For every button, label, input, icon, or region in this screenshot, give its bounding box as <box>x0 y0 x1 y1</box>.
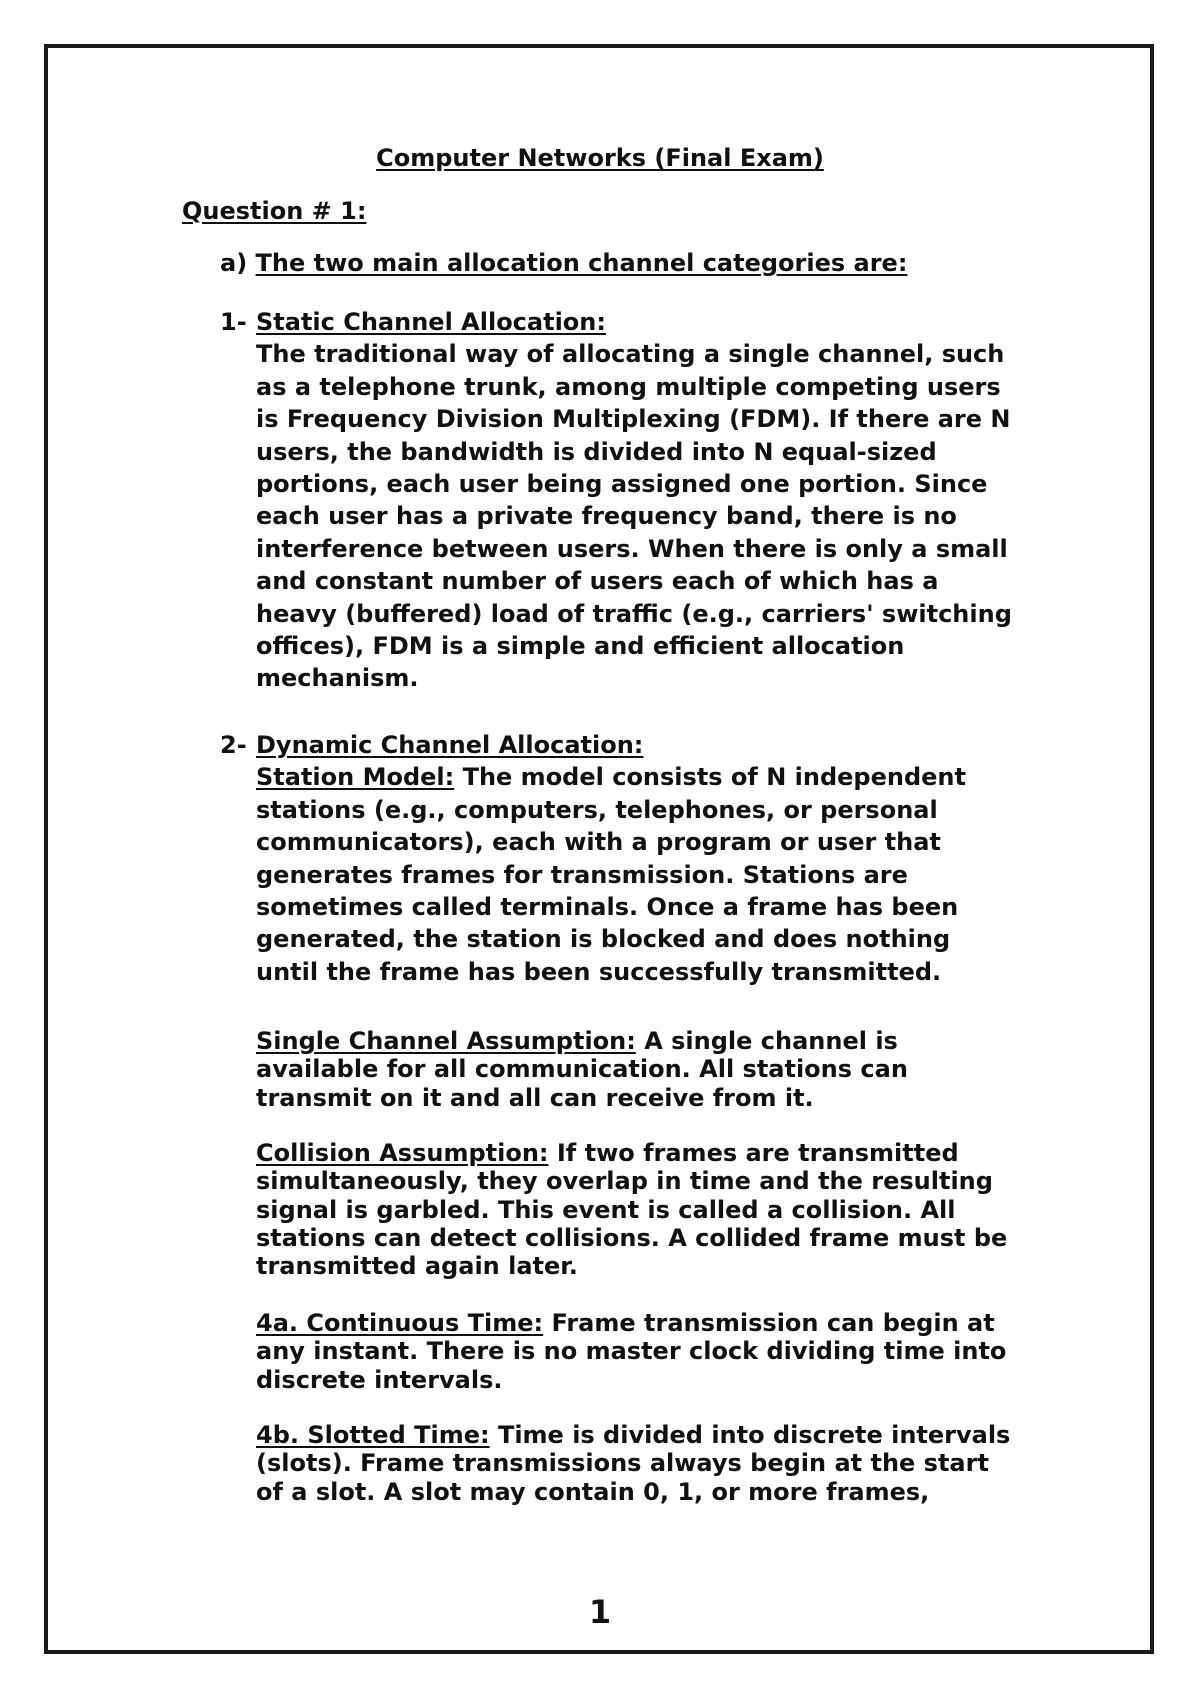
collision-line: stations can detect collisions. A collided frame must be <box>256 1223 1008 1252</box>
station-model-first-line <box>256 761 1036 793</box>
continuous-time-first-line <box>256 1309 1036 1337</box>
slotted-time-paragraph <box>256 1421 1036 1506</box>
continuous-time-label: 4a. Continuous Time: <box>256 1309 544 1337</box>
dynamic-heading: Dynamic Channel Allocation: <box>256 731 644 759</box>
question-heading: Question # 1: <box>182 197 367 225</box>
single-channel-text: A single channel is <box>635 1027 898 1055</box>
station-model-label: Station Model: <box>256 763 455 792</box>
collision-paragraph <box>256 1139 1036 1280</box>
continuous-time-line: discrete intervals. <box>256 1365 503 1394</box>
static-line: offices), FDM is a simple and efficient allocation <box>256 632 905 661</box>
part-a-heading: The two main allocation channel categories are: <box>255 249 908 277</box>
page-number: 1 <box>588 1593 612 1631</box>
single-channel-paragraph <box>256 1027 1036 1112</box>
single-channel-label: Single Channel Assumption: <box>256 1027 636 1055</box>
static-line: The traditional way of allocating a single channel, such <box>256 340 1005 369</box>
station-model-line: communicators), each with a program or user that <box>256 828 941 857</box>
station-model-line: generated, the station is blocked and does nothing <box>256 925 951 954</box>
slotted-time-line: of a slot. A slot may contain 0, 1, or more frames, <box>256 1477 930 1506</box>
static-section <box>256 306 1036 695</box>
static-line: is Frequency Division Multiplexing (FDM). If there are N <box>256 405 1011 434</box>
static-line: interference between users. When there is only a small <box>256 534 1008 563</box>
static-marker: 1- <box>220 308 247 336</box>
page-title: Computer Networks (Final Exam) <box>376 144 824 172</box>
static-line: as a telephone trunk, among multiple competing users <box>256 372 1001 401</box>
static-heading: Static Channel Allocation: <box>256 308 606 336</box>
static-line: mechanism. <box>256 664 419 693</box>
continuous-time-paragraph <box>256 1309 1036 1394</box>
station-model-line: sometimes called terminals. Once a frame has been <box>256 893 959 922</box>
continuous-time-text: Frame transmission can begin at <box>543 1309 995 1337</box>
slotted-time-first-line <box>256 1421 1036 1449</box>
collision-line: simultaneously, they overlap in time and the resulting <box>256 1167 993 1196</box>
station-model-line: stations (e.g., computers, telephones, or personal <box>256 795 938 824</box>
slotted-time-label: 4b. Slotted Time: <box>256 1421 490 1449</box>
station-model-line: until the frame has been successfully transmitted. <box>256 957 942 986</box>
continuous-time-line: any instant. There is no master clock dividing time into <box>256 1337 1007 1366</box>
station-model-text: The model consists of N independent <box>454 763 966 792</box>
part-a-marker: a) <box>220 249 248 277</box>
slotted-time-text: Time is divided into discrete intervals <box>489 1421 1011 1449</box>
collision-first-line <box>256 1139 1036 1167</box>
dynamic-section <box>256 729 1036 988</box>
static-line: heavy (buffered) load of traffic (e.g., carriers' switching <box>256 599 1012 628</box>
collision-line: transmitted again later. <box>256 1252 578 1281</box>
dynamic-marker: 2- <box>220 731 247 759</box>
part-a <box>220 247 907 279</box>
static-line: users, the bandwidth is divided into N equal-sized <box>256 437 937 466</box>
single-channel-first-line <box>256 1027 1036 1055</box>
single-channel-line: transmit on it and all can receive from it. <box>256 1083 814 1112</box>
collision-label: Collision Assumption: <box>256 1139 549 1167</box>
single-channel-line: available for all communication. All stations can <box>256 1055 908 1084</box>
collision-text: If two frames are transmitted <box>548 1139 959 1167</box>
collision-line: signal is garbled. This event is called a collision. All <box>256 1195 956 1224</box>
static-line: portions, each user being assigned one portion. Since <box>256 470 988 499</box>
station-model-line: generates frames for transmission. Stations are <box>256 860 908 889</box>
slotted-time-line: (slots). Frame transmissions always begin at the start <box>256 1449 989 1478</box>
static-line: each user has a private frequency band, there is no <box>256 502 957 531</box>
static-line: and constant number of users each of which has a <box>256 567 939 596</box>
